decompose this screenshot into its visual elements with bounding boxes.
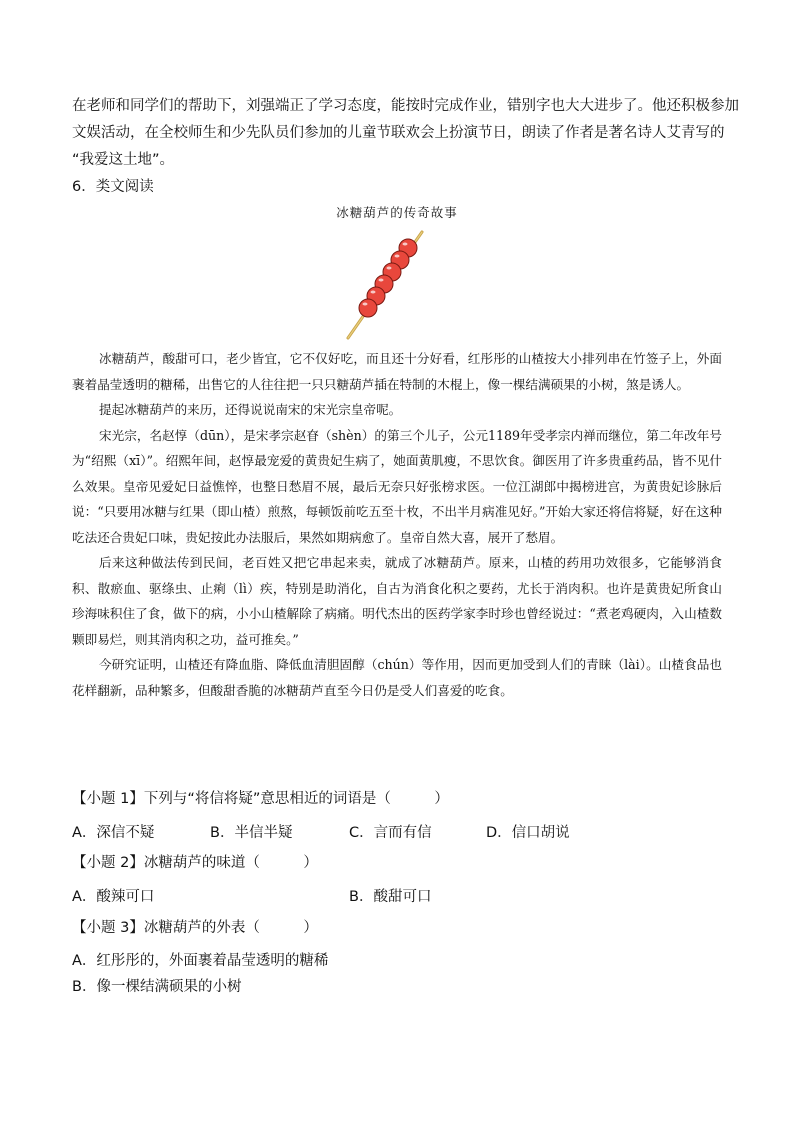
- question-1-stem: 【小题 1】下列与“将信将疑”意思相近的词语是（ ）: [72, 791, 449, 807]
- q1-option-b[interactable]: B．半信半疑: [210, 825, 293, 841]
- story-paragraph: 宋光宗，名赵惇（dūn），是宋孝宗赵眘（shèn）的第三个儿子，公元1189年受孝宗内禅而继位，第二年改年号为“绍熙（xī）”。绍熙年间，赵惇最宠爱的黄贵妃生病了，她面黄肌瘦，不思饮食。御医用了许多贵重药品，皆不见什么效果。皇帝见爱妃日益憔悴，也整日愁眉不展，最后无奈只好张榜求医。一位江湖郎中揭榜进宫，为黄贵妃诊脉后说：“只要用冰糖与红果（即山楂）煎熬，每顿饭前吃五至十枚，不出半月病准见好。”开始大家还将信将疑，好在这种吃法还合贵妃口味，贵妃按此办法服后，果然如期病愈了。皇帝自然大喜，展开了愁眉。: [72, 427, 722, 545]
- q1-option-d[interactable]: D．信口胡说: [486, 825, 570, 841]
- q3-option-a[interactable]: A．红彤彤的，外面裹着晶莹透明的糖稀: [72, 953, 329, 969]
- section-heading: 6．类文阅读: [72, 179, 154, 195]
- q2-option-b[interactable]: B．酸甜可口: [349, 889, 432, 905]
- q1-option-a[interactable]: A．深信不疑: [72, 825, 155, 841]
- story-paragraph: 提起冰糖葫芦的来历，还得说说南宋的宋光宗皇帝呢。: [99, 402, 402, 417]
- tanghulu-icon: [340, 224, 430, 344]
- intro-line-2: 文娱活动，在全校师生和少先队员们参加的儿童节联欢会上扮演节日，朗读了作者是著名诗人艾青写的: [72, 125, 725, 141]
- story-body: [72, 346, 722, 703]
- q2-option-a[interactable]: A．酸辣可口: [72, 889, 155, 905]
- intro-line-3: “我爱这土地”。: [72, 152, 175, 168]
- q3-option-b[interactable]: B．像一棵结满硕果的小树: [72, 979, 242, 995]
- story-paragraph: 后来这种做法传到民间，老百姓又把它串起来卖，就成了冰糖葫芦。原来，山楂的药用功效很多，它能够消食积、散瘀血、驱绦虫、止痢（lì）疾，特别是助消化，自古为消食化积之要药，尤长于消肉积。也许是黄贵妃所食山珍海味积住了食，做下的病，小小山楂解除了病痛。明代杰出的医药学家李时珍也曾经说过：“煮老鸡硬肉，入山楂数颗即易烂，则其消肉积之功，益可推矣。”: [72, 555, 722, 647]
- question-2-stem: 【小题 2】冰糖葫芦的味道（ ）: [72, 855, 318, 871]
- q1-option-c[interactable]: C．言而有信: [349, 825, 432, 841]
- story-paragraph: 今研究证明，山楂还有降血脂、降低血清胆固醇（chún）等作用，因而更加受到人们的青睐（lài）。山楂食品也花样翻新，品种繁多，但酸甜香脆的冰糖葫芦直至今日仍是受人们喜爱的吃食。: [72, 657, 722, 698]
- intro-line-1: 在老师和同学们的帮助下，刘强端正了学习态度，能按时完成作业，错别字也大大进步了。他还积极参加: [72, 98, 739, 114]
- story-title: 冰糖葫芦的传奇故事: [336, 205, 458, 220]
- story-paragraph: 冰糖葫芦，酸甜可口，老少皆宜，它不仅好吃，而且还十分好看，红彤彤的山楂按大小排列串在竹签子上，外面裹着晶莹透明的糖稀，出售它的人往往把一只只糖葫芦插在特制的木棍上，像一棵结满硕果的小树，煞是诱人。: [72, 351, 722, 392]
- question-3-stem: 【小题 3】冰糖葫芦的外表（ ）: [72, 920, 318, 936]
